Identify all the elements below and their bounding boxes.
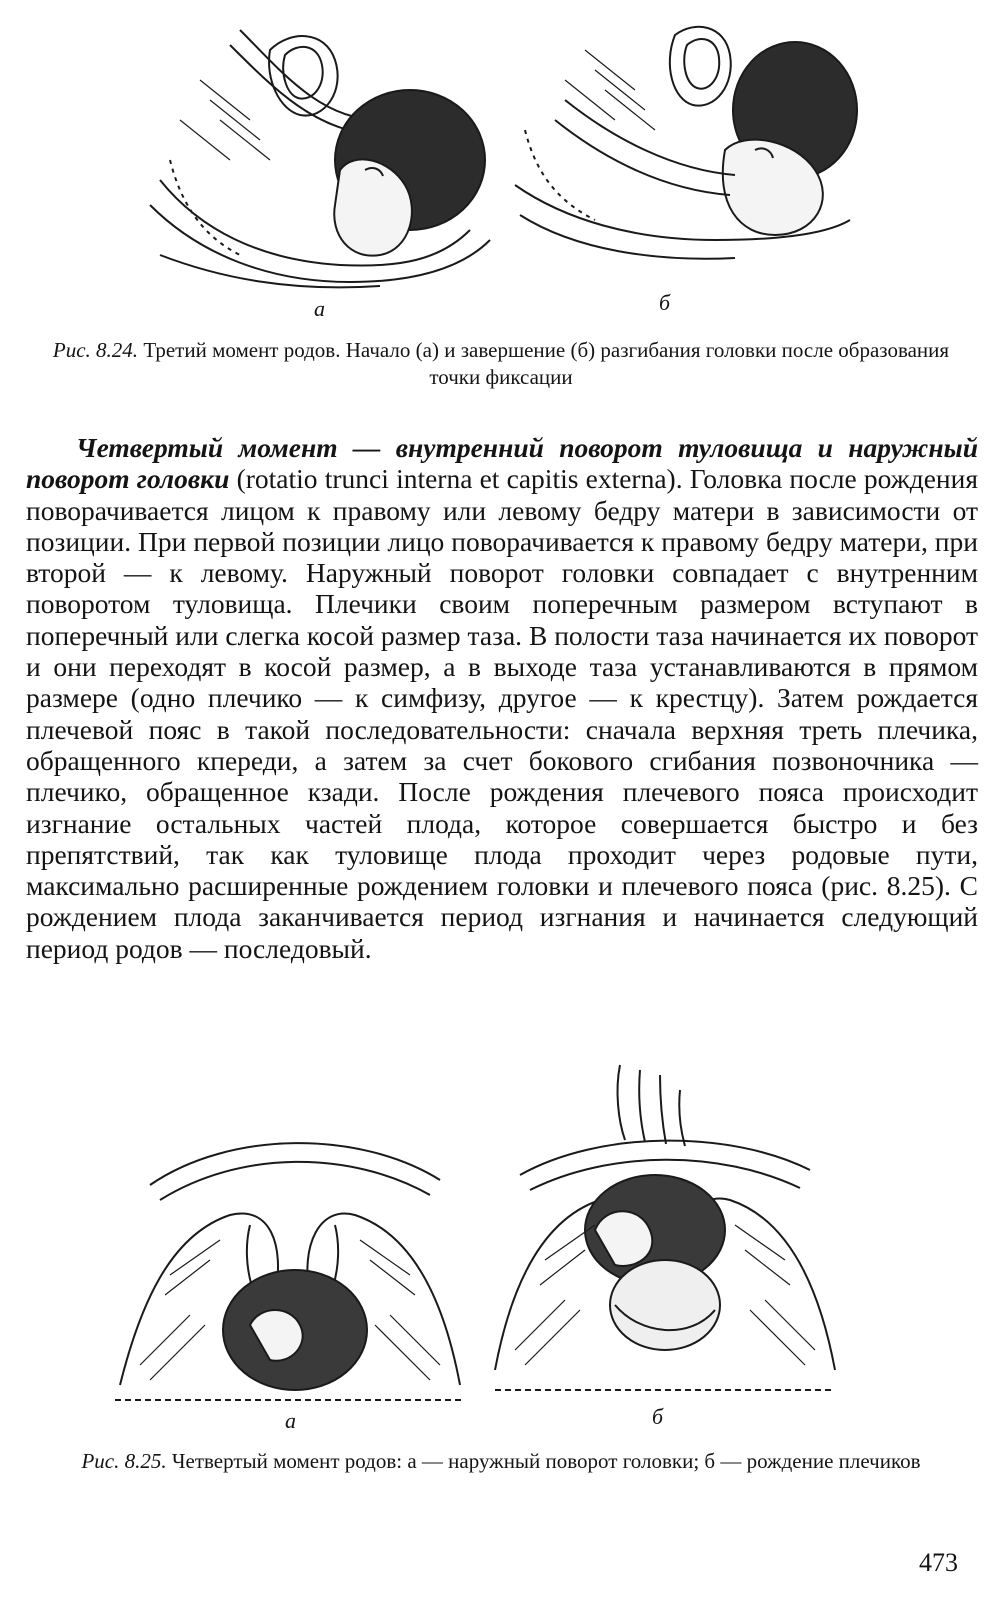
body-paragraph bbox=[26, 432, 978, 964]
paragraph-text: (rotatio trunci interna et capitis externa). Головка после рождения поворачивается лицом к правому или левому бедру матери в зависимости от позиции. При первой позиции лицо поворачивается к правому бедру матери, при второй — к левому. Наружный поворот головки совпадает с внутренним поворотом туловища. Плечики своим поперечным размером вступают в поперечный или слегка косой размер таза. В полости таза начинается их поворот и они переходят в косой размер, а в выходе таза устанавливаются в прямом размере (одно плечико — к симфизу, другое — к крестцу). Затем рождается плечевой пояс в такой последовательности: сначала верхняя треть плечика, обращенного кпереди, а затем за счет бокового сгибания позвоночника — плечико, обращенное кзади. После рождения плечевого пояса происходит изгнание остальных частей плода, которое совершается быстро и без препятствий, так как туловище плода проходит через родовые пути, максимально расширенные рождением головки и плечевого пояса (рис. 8.25). С рождением плода заканчивается период изгнания и начинается следующий период родов — последовый. bbox=[26, 463, 978, 964]
figure-8-25-label-b: б bbox=[652, 1404, 664, 1429]
external-rotation-of-head-illustration bbox=[110, 1125, 470, 1410]
page-number: 473 bbox=[919, 1548, 958, 1577]
figure-8-25-caption bbox=[26, 1448, 976, 1475]
figure-8-25-label-a: а bbox=[285, 1408, 296, 1433]
fetal-head-extension-start-illustration bbox=[140, 10, 500, 300]
figure-8-25-panel-a bbox=[110, 1125, 470, 1410]
birth-of-shoulders-illustration bbox=[490, 1060, 840, 1400]
figure-8-25-caption-text: Четвертый момент родов: а — наружный поворот головки; б — рождение плечиков bbox=[171, 1449, 921, 1473]
paragraph-term: Четвертый момент — внутренний поворот туловища и наружный поворот головки bbox=[26, 432, 978, 495]
figure-8-24-caption-number: Рис. 8.24. bbox=[52, 338, 139, 362]
figure-8-24-label-a: a bbox=[314, 296, 325, 321]
figure-8-24-panel-b bbox=[505, 10, 865, 280]
figure-8-24-caption-text: Третий момент родов. Начало (а) и завершение (б) разгибания головки после образования точки фиксации bbox=[143, 338, 950, 389]
figure-8-24-label-b: б bbox=[659, 290, 671, 315]
figure-8-24-panel-a bbox=[140, 10, 500, 300]
fetal-head-extension-end-illustration bbox=[505, 10, 865, 280]
figure-8-25-caption-number: Рис. 8.25. bbox=[81, 1449, 167, 1473]
figure-8-25-panel-b bbox=[490, 1060, 840, 1400]
figure-8-24-caption bbox=[26, 337, 976, 391]
